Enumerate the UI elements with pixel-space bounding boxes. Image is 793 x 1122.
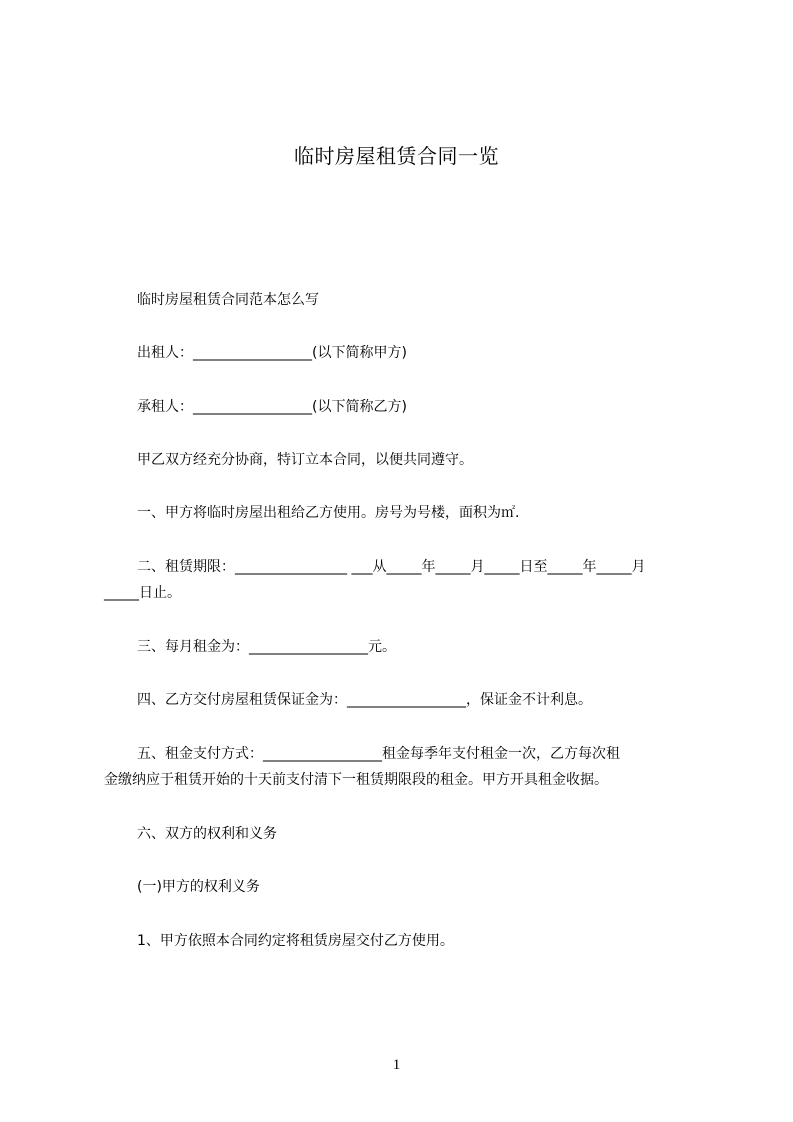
paragraph-section-a: (一)甲方的权利义务 — [137, 879, 260, 895]
paragraph-clause-1: 一、甲方将临时房屋出租给乙方使用。房号为号楼，面积为㎡. — [137, 505, 520, 521]
paragraph-clause-2-line-2: _____日止。 — [104, 585, 181, 601]
paragraph-agreement: 甲乙双方经充分协商，特订立本合同，以便共同遵守。 — [137, 452, 473, 468]
paragraph-subtitle: 临时房屋租赁合同范本怎么写 — [137, 292, 319, 308]
paragraph-clause-4: 四、乙方交付房屋租赁保证金为：_________________，保证金不计利息。 — [137, 692, 592, 708]
page-number: 1 — [392, 1057, 401, 1073]
paragraph-clause-5-line-1: 五、租金支付方式：_________________租金每季年支付租金一次，乙方每次租 — [137, 746, 620, 762]
document-title: 临时房屋租赁合同一览 — [294, 144, 499, 168]
paragraph-lessor: 出租人：_________________(以下简称甲方) — [137, 345, 407, 361]
paragraph-clause-2-line-1: 二、租赁期限：________________ ___从_____年_____月_____日至_____年_____月 — [137, 559, 646, 575]
paragraph-item-1: 1、甲方依照本合同约定将租赁房屋交付乙方使用。 — [137, 933, 454, 949]
paragraph-clause-6: 六、双方的权利和义务 — [137, 826, 277, 842]
paragraph-clause-5-line-2: 金缴纳应于租赁开始的十天前支付清下一租赁期限段的租金。甲方开具租金收据。 — [104, 772, 608, 788]
paragraph-lessee: 承租人：_________________(以下简称乙方) — [137, 399, 407, 415]
paragraph-clause-3: 三、每月租金为：_________________元。 — [137, 639, 396, 655]
